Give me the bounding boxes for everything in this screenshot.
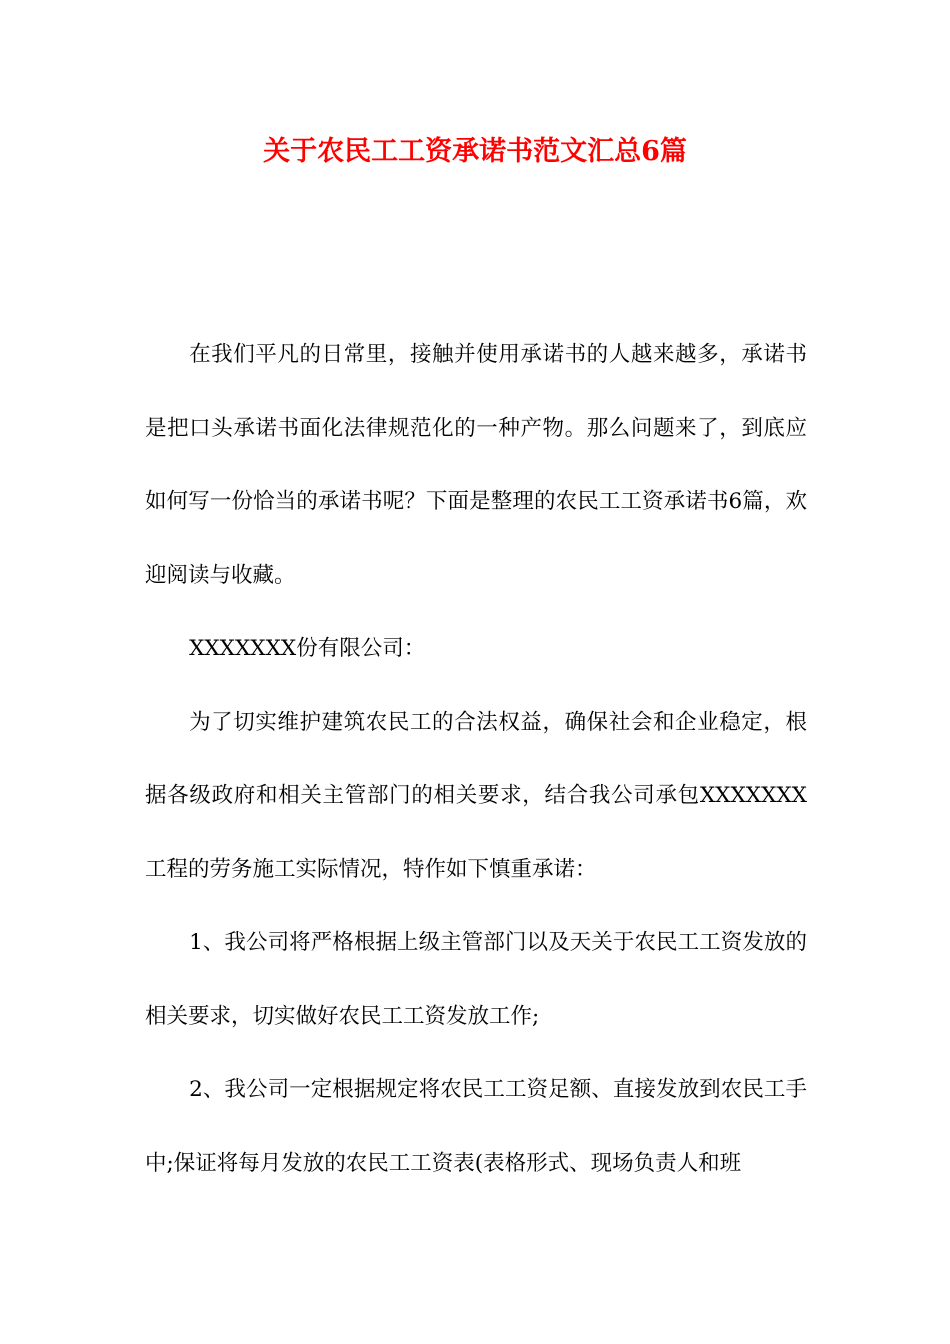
commitment-preamble: 为了切实维护建筑农民工的合法权益，确保社会和企业稳定，根据各级政府和相关主管部门的相关要求，结合我公司承包XXXXXXX工程的劳务施工实际情况，特作如下慎重承诺： — [145, 709, 807, 882]
document-body — [145, 318, 807, 1200]
addressee-line: XXXXXXX份有限公司： — [189, 636, 426, 661]
commitment-item-1: 1、我公司将严格根据上级主管部门以及天关于农民工工资发放的相关要求，切实做好农民工工资发放工作; — [145, 930, 807, 1029]
commitment-item-2: 2、我公司一定根据规定将农民工工资足额、直接发放到农民工手中;保证将每月发放的农民工工资表(表格形式、现场负责人和班 — [145, 1077, 807, 1176]
document-title: 关于农民工工资承诺书范文汇总6篇 — [263, 136, 687, 167]
intro-paragraph: 在我们平凡的日常里，接触并使用承诺书的人越来越多，承诺书是把口头承诺书面化法律规范化的一种产物。那么问题来了，到底应如何写一份恰当的承诺书呢？下面是整理的农民工工资承诺书6篇，欢迎阅读与收藏。 — [145, 342, 807, 588]
